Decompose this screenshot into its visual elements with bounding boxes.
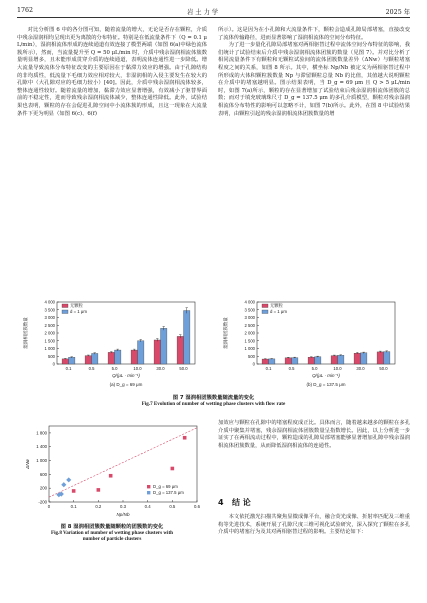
y-tick-label: 1 800	[36, 430, 47, 436]
data-point	[183, 436, 187, 440]
y-tick-label: 1 400	[36, 444, 47, 450]
legend-swatch	[62, 304, 68, 308]
bar	[338, 355, 344, 364]
right-column-text-bottom	[218, 420, 410, 450]
paragraph: 加效应与颗粒在孔隙中的堵塞程度成正比。具体而言，随着越来越多的颗粒在多孔介质中聚集并堵塞，残余湿润相流体团簇数量呈指数增长。因此，以上分析进一步证实了在两相流动过程中，颗粒造成的孔隙局部堵塞能够显著增加孔隙中残余湿润相流体团簇数量，从而降低湿润相流体的连通性。	[218, 420, 410, 449]
y-tick-label: 4 000	[244, 299, 255, 305]
bar	[62, 359, 68, 364]
legend-label: D_g = 137.5 μm	[153, 490, 184, 495]
x-tick-label: 50.0	[179, 366, 188, 371]
left-column-text	[17, 27, 207, 118]
bar	[184, 311, 190, 364]
header-year: 2025 年	[385, 9, 410, 16]
y-tick-label: 1 000	[36, 458, 47, 464]
page-number: 1762	[17, 7, 34, 14]
legend-swatch	[62, 310, 68, 314]
paragraph: 为了进一步量化孔隙局部堵塞对两相驱替过程中流体空间分布特征的影响，我们统计了试验结束后介质中残余湿润相流体团簇的数量（见图 7）。并对比分析了相同流量条件下有颗粒和无颗粒试验间的流体团簇数量差异（ΔNw）与颗粒堵塞程度之间的关系，如图 8 所示。其中，横坐标 Np/Nb 被定义为两相驱替过程中所形成的大体积颗粒簇数量 Np 与滞留颗粒总量 Nb 的比值，其值越大说明颗粒在介质中的堵塞越明显。图示结果表明，当 D_g = 69 μm 且 Q > 5 μL/min 时，如图 7(a)所示，颗粒的存在显著增加了试验结束后残余湿润相流体团簇的总数；而对于填充玻璃珠尺寸 D_g = 137.5 μm 的多孔介质模型，颗粒对残余湿润相流体分布特性的影响可以忽略不计，如图 7(b)所示。此外，在图 8 中试验结果表明，由颗粒引起的残余湿润相流体团簇数量的增	[218, 42, 410, 117]
data-point	[97, 488, 101, 492]
legend-marker	[147, 485, 150, 488]
x-tick-label: 10.0	[333, 366, 342, 371]
y-tick-label: 2 500	[44, 322, 55, 328]
figure8-caption	[17, 522, 207, 542]
x-tick-label: 0.1	[70, 504, 77, 509]
paragraph: 对比分析图 6 中的各分图可知，随着流量的增大，无论是否存在颗粒，介质中残余湿润相均呈现出更为离散的分布特征。特别是在低流量条件下（Q = 0.1 μL/min），湿润相流体形成的连续通道有效连接了模型两端（如图 6(a)中绿色流体簇所示），然而，当流量提升至 Q = 50 μL/min 时，介质中残余湿润相流体簇数量明显增多，且未能形成贯穿介质的连续通道，表明流体连通性进一步降低。增大流量导致流体分布特征改变的主要原因在于黏滞力效应的增强。由于孔隙结构的非均质性，低流量下毛细力效应相对较大，非湿润相的入侵主要发生在较大的孔隙中（大孔隙对应的毛细力较小）[40]。因此，介质中残余湿润相流体较多，整体连通性较好。随着流量的增加，黏滞力效应显著增强，有效减小了驱替界面前的不稳定性，进而导致残余湿润相流体减少，整体连通性降低。此外，试验结果也表明，颗粒的存在会促进孔隙空间中小流体簇的形成，且这一现象在大流量条件下更为明显（如图 6(c)、6(f)	[17, 27, 207, 117]
legend-marker	[147, 491, 150, 494]
bar	[92, 353, 98, 364]
x-axis-label: Q/(μL · min⁻¹)	[112, 373, 140, 378]
x-tick-label: 0.1	[265, 366, 272, 371]
x-tick-label: 0.5	[88, 366, 95, 371]
panel-label: (b) D_g = 137.5 μm	[306, 382, 346, 387]
y-tick-label: 1 000	[44, 346, 55, 351]
data-point	[66, 477, 71, 482]
x-tick-label: 0.5	[169, 504, 176, 509]
bar	[285, 358, 291, 364]
legend-label: d = 1 μm	[270, 309, 287, 314]
bar	[377, 352, 383, 364]
bar	[69, 357, 75, 364]
bar	[154, 340, 160, 364]
y-tick-label: 3 000	[244, 315, 255, 320]
data-point	[171, 467, 175, 471]
figure7-caption	[17, 393, 410, 407]
bar	[108, 352, 114, 364]
bar	[177, 336, 183, 364]
y-tick-label: 3 000	[44, 315, 55, 320]
y-tick-label: 1 000	[244, 346, 255, 351]
figure7-charts	[17, 296, 410, 390]
bar	[384, 352, 390, 364]
bar	[292, 358, 298, 364]
data-point	[109, 474, 113, 478]
bar	[262, 359, 268, 364]
y-tick-label: 2 500	[244, 322, 255, 328]
bar	[269, 359, 275, 364]
figure8-caption-en-1: Fig.8 Variation of number of wetting phase clusters with	[50, 530, 173, 536]
x-tick-label: 0.6	[194, 504, 200, 509]
bar	[115, 350, 121, 364]
y-axis-label: 湿润相团簇数量	[23, 317, 28, 349]
x-tick-label: 0.1	[65, 366, 72, 371]
y-tick-label: 200	[39, 485, 47, 491]
x-tick-label: 30.0	[156, 366, 165, 371]
x-tick-label: 30.0	[356, 366, 365, 371]
bar	[315, 357, 321, 364]
x-tick-label: 5.0	[311, 366, 318, 371]
y-tick-label: 3 500	[44, 307, 55, 313]
journal-name: 岩 土 力 学	[187, 9, 219, 16]
figure7-caption-en: Fig.7 Evolution of number of wetting phase clusters with flow rate	[141, 401, 286, 407]
bar	[138, 341, 144, 364]
x-axis-label: Q/(μL · min⁻¹)	[312, 373, 340, 378]
running-header	[17, 7, 410, 18]
paragraph: 本文依托激光扫描共聚焦显微成像平台，融合荧光成像、折射率匹配及三维重构等先进技术，系统开展了孔隙尺度三维可视化试验研究，深入探究了颗粒在多孔介质中的堵塞行为及其对两相驱替过程的影响。主要结论如下：	[218, 514, 410, 536]
y-tick-label: 1 500	[44, 338, 55, 344]
data-point	[61, 482, 66, 487]
y-tick-label: 500	[48, 353, 55, 359]
paragraph: 所示）。这是因为在小孔隙和大流量条件下，颗粒会造成孔隙局部堵塞，直接改变了流体传输路径，进而显著影响了湿润相流体的空间分布特征。	[218, 27, 410, 41]
bar	[308, 357, 314, 364]
x-tick-label: 0	[47, 504, 51, 509]
bar	[161, 328, 167, 364]
data-point	[72, 489, 76, 493]
x-tick-label: 0.5	[288, 366, 295, 371]
legend-label: D_g = 69 μm	[153, 484, 178, 489]
y-tick-label: 4 000	[44, 299, 55, 305]
right-column-text	[218, 27, 410, 118]
bar	[361, 353, 367, 364]
y-axis-label: 湿润相团簇数量	[223, 317, 228, 349]
section-title: 结 论	[231, 498, 251, 507]
figure8-caption-cn: 图 8 湿润相团簇数量随颗粒的团簇数的变化	[60, 524, 164, 530]
y-tick-label: 1 500	[244, 338, 255, 344]
bar	[131, 350, 137, 364]
x-tick-label: 10.0	[133, 366, 142, 371]
conclusion-text	[218, 514, 410, 537]
y-tick-label: 2 000	[44, 330, 55, 336]
legend-label: 无颗粒	[270, 303, 283, 308]
legend-label: d = 1 μm	[70, 309, 87, 314]
panel-label: (a) D_g = 69 μm	[109, 382, 143, 387]
section-heading	[218, 497, 251, 508]
figure8-chart	[17, 420, 207, 520]
y-tick-label: 3 500	[244, 307, 255, 313]
section-number: 4	[218, 498, 224, 507]
x-tick-label: 0.3	[120, 504, 126, 509]
x-tick-label: 0.4	[144, 504, 151, 509]
y-tick-label: 0	[252, 361, 255, 367]
legend-swatch	[262, 310, 268, 314]
y-tick-label: 0	[52, 361, 55, 367]
bar	[354, 353, 360, 364]
x-tick-label: 50.0	[379, 366, 388, 371]
x-axis-label: Np/Nb	[116, 512, 130, 517]
bar	[85, 356, 91, 364]
legend-label: 无颗粒	[70, 303, 83, 308]
legend-swatch	[262, 304, 268, 308]
figure7-caption-cn: 图 7 湿润相团簇数量随流量的变化	[172, 395, 255, 401]
y-axis-label: ΔNw	[25, 459, 30, 469]
y-tick-label: 600	[39, 471, 47, 477]
x-tick-label: 5.0	[111, 366, 118, 371]
bar	[331, 356, 337, 364]
figure8-caption-en-2: number of particle clusters	[82, 536, 142, 542]
y-tick-label: 500	[248, 353, 255, 359]
y-tick-label: -200	[38, 499, 47, 505]
y-tick-label: 2 000	[244, 330, 255, 336]
x-tick-label: 0.2	[95, 504, 102, 509]
